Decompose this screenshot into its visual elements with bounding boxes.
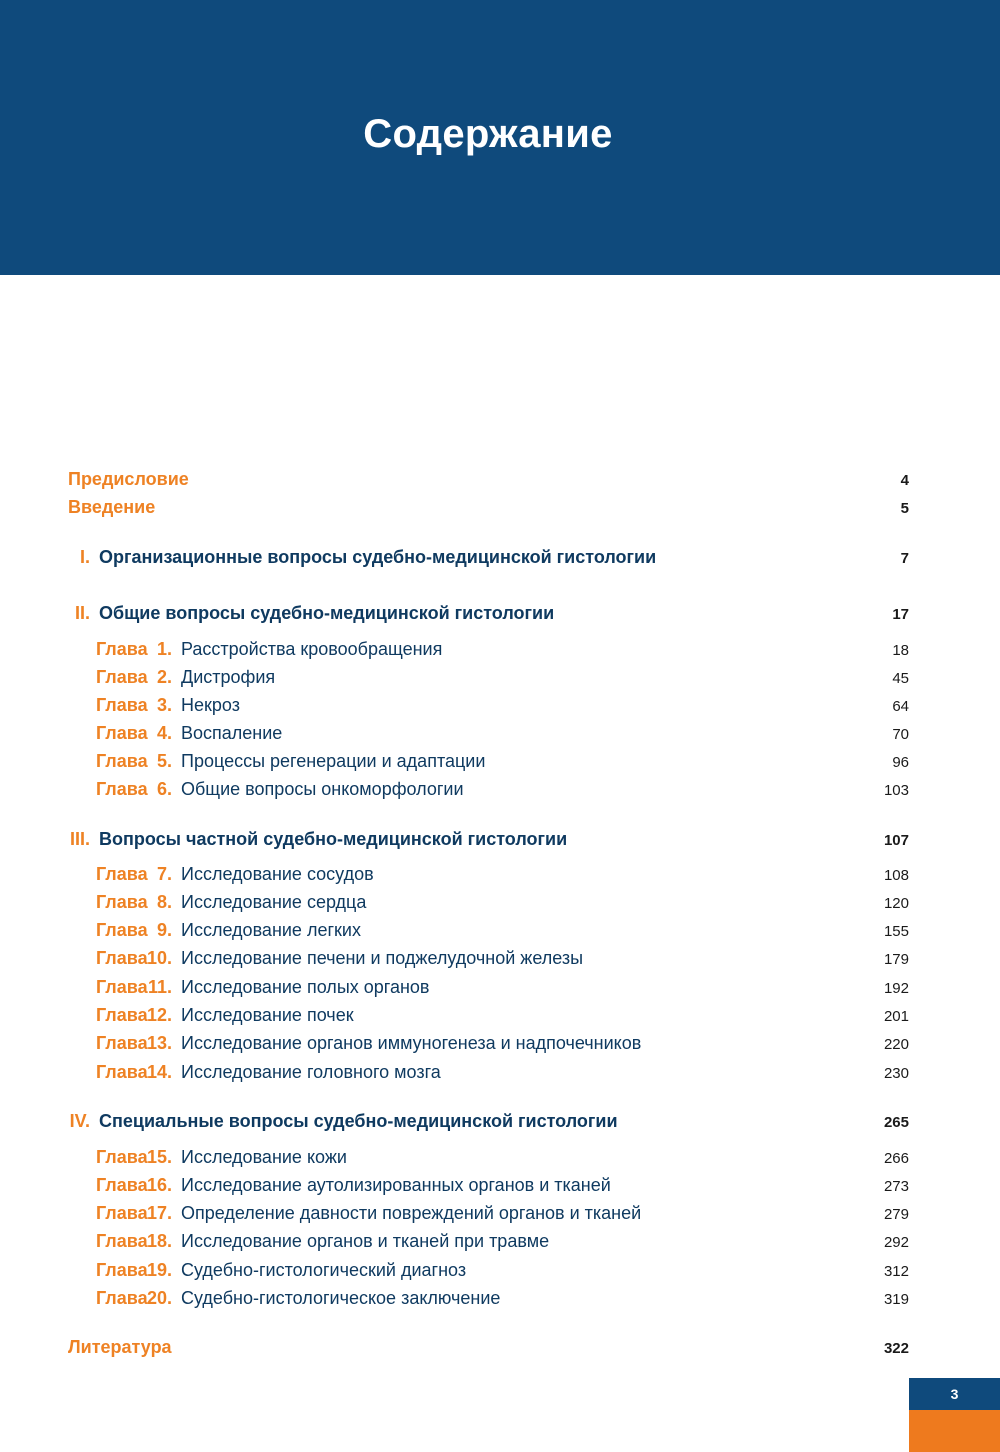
section-title: Вопросы частной судебно-медицинской гистологии	[99, 829, 568, 849]
chapter-title: Исследование сосудов	[181, 864, 374, 884]
chapter-title: Исследование головного мозга	[181, 1062, 441, 1082]
chapter-number: 16.	[146, 1175, 172, 1195]
chapter-number: 11.	[147, 977, 172, 997]
chapter-title: Некроз	[181, 695, 240, 715]
toc-chapter[interactable]	[0, 1147, 1000, 1173]
toc-section-3[interactable]	[0, 829, 1000, 855]
chapter-word: Глава	[96, 667, 148, 687]
toc-label: Предисловие	[68, 469, 189, 489]
chapter-title: Общие вопросы онкоморфологии	[181, 779, 464, 799]
toc-chapter[interactable]	[0, 751, 1000, 777]
section-title: Общие вопросы судебно-медицинской гистологии	[99, 603, 555, 623]
toc-chapter[interactable]	[0, 948, 1000, 974]
chapter-title: Судебно-гистологический диагноз	[181, 1260, 467, 1280]
chapter-number: 10.	[146, 948, 172, 968]
chapter-page: 120	[883, 895, 909, 912]
toc-page: 322	[883, 1340, 909, 1357]
chapter-page: 45	[892, 670, 909, 687]
chapter-word: Глава	[96, 892, 148, 912]
chapter-word: Глава	[96, 948, 148, 968]
toc-chapter[interactable]	[0, 1005, 1000, 1031]
section-number: II.	[74, 603, 90, 623]
chapter-title: Определение давности повреждений органов и тканей	[181, 1203, 642, 1223]
chapter-number: 15.	[146, 1147, 172, 1167]
chapter-word: Глава	[96, 1288, 148, 1308]
toc-page: 5	[900, 500, 909, 517]
toc-chapter[interactable]	[0, 892, 1000, 918]
chapter-page: 18	[892, 642, 909, 659]
toc-label: Литература	[68, 1337, 172, 1357]
toc-chapter[interactable]	[0, 723, 1000, 749]
chapter-title: Процессы регенерации и адаптации	[181, 751, 486, 771]
chapter-number: 18.	[146, 1231, 172, 1251]
chapter-page: 273	[883, 1178, 909, 1195]
toc-chapter[interactable]	[0, 920, 1000, 946]
chapter-title: Исследование полых органов	[181, 977, 430, 997]
toc-chapter[interactable]	[0, 1062, 1000, 1088]
section-number: III.	[69, 829, 90, 849]
chapter-number: 4.	[156, 723, 172, 743]
section-number: I.	[79, 547, 90, 567]
chapter-page: 64	[892, 698, 909, 715]
chapter-title: Расстройства кровообращения	[181, 639, 443, 659]
toc-section-2[interactable]	[0, 603, 1000, 629]
chapter-word: Глава	[96, 977, 148, 997]
toc-chapter[interactable]	[0, 1231, 1000, 1257]
chapter-page: 220	[883, 1036, 909, 1053]
chapter-title: Исследование кожи	[181, 1147, 347, 1167]
chapter-number: 7.	[156, 864, 172, 884]
chapter-word: Глава	[96, 1231, 148, 1251]
chapter-number: 5.	[156, 751, 172, 771]
section-page: 265	[883, 1114, 909, 1131]
chapter-word: Глава	[96, 1062, 148, 1082]
chapter-title: Воспаление	[181, 723, 283, 743]
toc-chapter[interactable]	[0, 667, 1000, 693]
chapter-word: Глава	[96, 779, 148, 799]
chapter-number: 2.	[156, 667, 172, 687]
toc-chapter[interactable]	[0, 639, 1000, 665]
chapter-page: 155	[883, 923, 909, 940]
chapter-page: 103	[883, 782, 909, 799]
chapter-word: Глава	[96, 864, 148, 884]
page-number-tab-accent	[909, 1410, 1000, 1452]
chapter-number: 9.	[156, 920, 172, 940]
chapter-title: Исследование сердца	[181, 892, 367, 912]
chapter-word: Глава	[96, 1005, 148, 1025]
chapter-title: Исследование органов иммуногенеза и надпочечников	[181, 1033, 642, 1053]
toc-chapter[interactable]	[0, 1288, 1000, 1314]
toc-chapter[interactable]	[0, 695, 1000, 721]
chapter-title: Исследование почек	[181, 1005, 354, 1025]
chapter-page: 192	[883, 980, 909, 997]
chapter-title: Исследование аутолизированных органов и тканей	[181, 1175, 611, 1195]
chapter-page: 230	[883, 1065, 909, 1082]
chapter-page: 279	[883, 1206, 909, 1223]
chapter-title: Судебно-гистологическое заключение	[181, 1288, 501, 1308]
chapter-word: Глава	[96, 1147, 148, 1167]
section-page: 7	[900, 550, 909, 567]
chapter-number: 8.	[156, 892, 172, 912]
toc-entry-references[interactable]	[0, 1337, 1000, 1363]
section-page: 107	[883, 832, 909, 849]
chapter-number: 6.	[156, 779, 172, 799]
toc-label: Введение	[68, 497, 156, 517]
section-number: IV.	[69, 1111, 90, 1131]
toc-chapter[interactable]	[0, 1203, 1000, 1229]
toc-page: 4	[900, 472, 909, 489]
chapter-word: Глава	[96, 639, 148, 659]
chapter-title: Дистрофия	[181, 667, 276, 687]
toc-chapter[interactable]	[0, 1033, 1000, 1059]
chapter-title: Исследование органов и тканей при травме	[181, 1231, 550, 1251]
chapter-page: 319	[883, 1291, 909, 1308]
section-title: Специальные вопросы судебно-медицинской гистологии	[99, 1111, 618, 1131]
toc-chapter[interactable]	[0, 1175, 1000, 1201]
chapter-number: 12.	[146, 1005, 172, 1025]
section-title: Организационные вопросы судебно-медицинской гистологии	[99, 547, 657, 567]
toc-entry-preface[interactable]	[0, 469, 1000, 495]
chapter-page: 201	[883, 1008, 909, 1025]
toc-chapter[interactable]	[0, 864, 1000, 890]
chapter-number: 14.	[146, 1062, 172, 1082]
chapter-word: Глава	[96, 1033, 148, 1053]
chapter-title: Исследование легких	[181, 920, 361, 940]
page-title: Содержание	[363, 112, 613, 156]
toc-section-1[interactable]	[0, 547, 1000, 573]
chapter-number: 13.	[146, 1033, 172, 1053]
page-number-tab: 3	[909, 1378, 1000, 1410]
chapter-number: 19.	[146, 1260, 172, 1280]
chapter-word: Глава	[96, 1203, 148, 1223]
chapter-page: 108	[883, 867, 909, 884]
chapter-number: 1.	[156, 639, 172, 659]
toc-section-4[interactable]	[0, 1111, 1000, 1137]
toc-chapter[interactable]	[0, 779, 1000, 805]
section-page: 17	[892, 606, 909, 623]
chapter-page: 179	[883, 951, 909, 968]
chapter-page: 292	[883, 1234, 909, 1251]
chapter-number: 17.	[146, 1203, 172, 1223]
toc-chapter[interactable]	[0, 1260, 1000, 1286]
chapter-title: Исследование печени и поджелудочной железы	[181, 948, 584, 968]
chapter-word: Глава	[96, 1260, 148, 1280]
chapter-word: Глава	[96, 1175, 148, 1195]
chapter-page: 70	[892, 726, 909, 743]
chapter-page: 96	[892, 754, 909, 771]
toc-entry-introduction[interactable]	[0, 497, 1000, 523]
chapter-page: 312	[883, 1263, 909, 1280]
chapter-word: Глава	[96, 723, 148, 743]
chapter-word: Глава	[96, 751, 148, 771]
chapter-word: Глава	[96, 920, 148, 940]
chapter-number: 20.	[146, 1288, 172, 1308]
chapter-word: Глава	[96, 695, 148, 715]
toc-chapter[interactable]	[0, 977, 1000, 1003]
chapter-number: 3.	[156, 695, 172, 715]
chapter-page: 266	[883, 1150, 909, 1167]
